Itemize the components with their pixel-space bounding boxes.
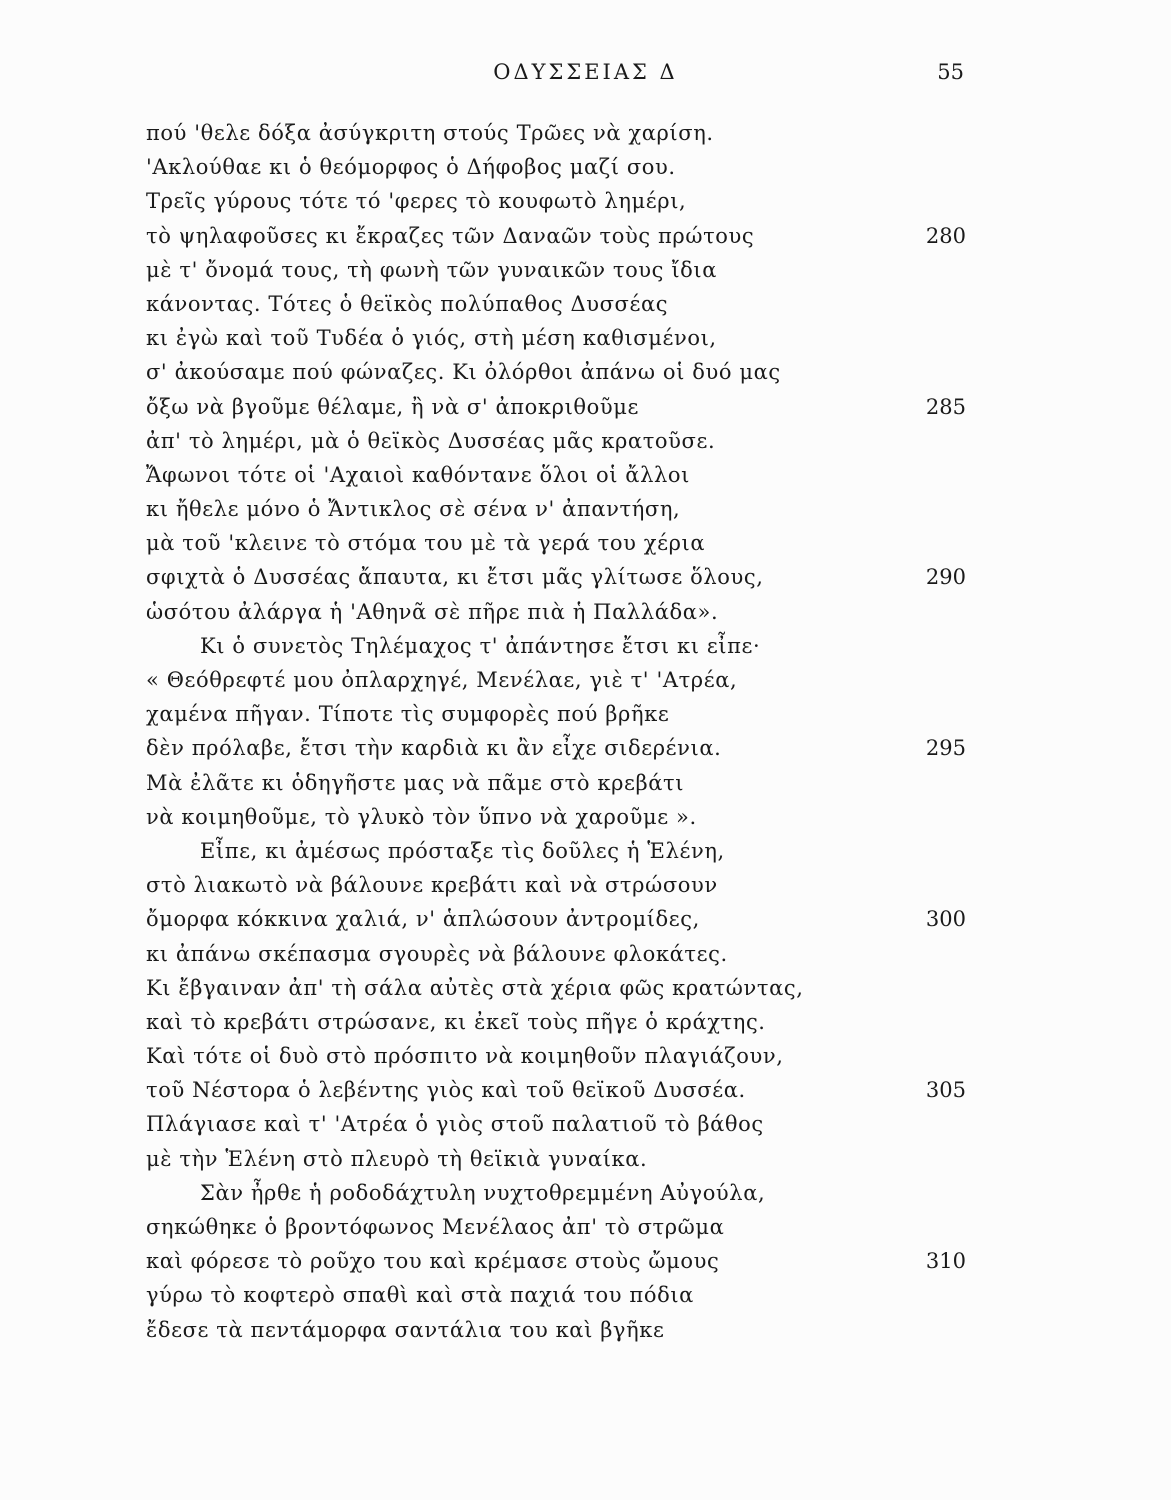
verse-line <box>146 595 966 629</box>
verse-text: κι ἀπάνω σκέπασμα σγουρὲς νὰ βάλουνε φλοκάτες. <box>146 941 728 966</box>
verse-text: Εἶπε, κι ἀμέσως πρόσταξε τὶς δοῦλες ἡ Ἑλένη, <box>200 838 725 863</box>
verse-line <box>146 1142 966 1176</box>
verse-text: Πλάγιασε καὶ τ' 'Ατρέα ὁ γιὸς στοῦ παλατιοῦ τὸ βάθος <box>146 1112 764 1137</box>
verse-line <box>146 219 966 253</box>
verse-text: « Θεόθρεφτέ μου ὀπλαρχηγέ, Μενέλαε, γιὲ τ' 'Ατρέα, <box>146 668 738 692</box>
verse-text: γύρω τὸ κοφτερὸ σπαθὶ καὶ στὰ παχιά του πόδια <box>146 1283 694 1308</box>
verse-line <box>146 1278 966 1312</box>
verse-line <box>146 560 966 594</box>
verse-text: χαμένα πῆγαν. Τίποτε τὶς συμφορὲς πού βρῆκε <box>146 702 670 727</box>
verse-text: σηκώθηκε ὁ βροντόφωνος Μενέλαος ἀπ' τὸ στρῶμα <box>146 1215 725 1239</box>
verse-line <box>146 868 966 902</box>
verse-text: Καὶ τότε οἱ δυὸ στὸ πρόσπιτο νὰ κοιμηθοῦν πλαγιάζουν, <box>146 1044 784 1069</box>
verse-line <box>146 1073 966 1107</box>
verse-text: ὄμορφα κόκκινα χαλιά, ν' ἁπλώσουν ἀντρομίδες, <box>146 907 700 932</box>
verse-text: Μὰ ἐλᾶτε κι ὁδηγῆστε μας νὰ πᾶμε στὸ κρεβάτι <box>146 770 685 795</box>
verse-line <box>146 458 966 492</box>
verse-line <box>146 526 966 560</box>
verse-line <box>146 1107 966 1141</box>
verse-line <box>146 253 966 287</box>
verse-line <box>146 1005 966 1039</box>
verse-text: Τρεῖς γύρους τότε τό 'φερες τὸ κουφωτὸ λημέρι, <box>146 189 687 214</box>
verse-text: καὶ φόρεσε τὸ ροῦχο του καὶ κρέμασε στοὺς ὤμους <box>146 1249 720 1274</box>
verse-text: σφιχτὰ ὁ Δυσσέας ἄπαυτα, κι ἔτσι μᾶς γλίτωσε ὅλους, <box>146 565 764 590</box>
verse-text: Κι ὁ συνετὸς Τηλέμαχος τ' ἀπάντησε ἔτσι κι εἶπε· <box>200 633 761 658</box>
verse-text: κι ἤθελε μόνο ὁ Ἄντικλος σὲ σένα ν' ἀπαντήση, <box>146 497 681 522</box>
verse-line <box>146 937 966 971</box>
verse-text: νὰ κοιμηθοῦμε, τὸ γλυκὸ τὸν ὕπνο νὰ χαροῦμε ». <box>146 804 697 829</box>
verse-line <box>146 1176 966 1210</box>
verse-text: κάνοντας. Τότες ὁ θεϊκὸς πολύπαθος Δυσσέας <box>146 291 669 316</box>
verse-text: τὸ ψηλαφοῦσες κι ἔκραζες τῶν Δαναῶν τοὺς πρώτους <box>146 223 755 248</box>
verse-line-number: 290 <box>925 565 966 590</box>
running-head-title: ΟΔΥΣΣΕΙΑΣ Δ <box>493 60 678 84</box>
poem-text <box>146 116 966 1347</box>
verse-line-number: 300 <box>925 907 966 932</box>
verse-line-number: 280 <box>925 223 966 248</box>
verse-line-number: 285 <box>925 394 966 419</box>
verse-text: καὶ τὸ κρεβάτι στρώσανε, κι ἐκεῖ τοὺς πῆγε ὁ κράχτης. <box>146 1009 766 1034</box>
verse-line <box>146 424 966 458</box>
verse-line <box>146 629 966 663</box>
verse-text: Σὰν ἦρθε ἡ ροδοδάχτυλη νυχτοθρεμμένη Αὐγούλα, <box>200 1180 766 1205</box>
verse-line-number: 310 <box>925 1249 966 1274</box>
verse-line <box>146 971 966 1005</box>
verse-line <box>146 390 966 424</box>
verse-text: δὲν πρόλαβε, ἔτσι τὴν καρδιὰ κι ἂν εἶχε σιδερένια. <box>146 736 722 761</box>
verse-text: τοῦ Νέστορα ὁ λεβέντης γιὸς καὶ τοῦ θεϊκοῦ Δυσσέα. <box>146 1078 746 1103</box>
verse-line <box>146 321 966 355</box>
verse-line <box>146 1313 966 1347</box>
verse-text: στὸ λιακωτὸ νὰ βάλουνε κρεβάτι καὶ νὰ στρώσουν <box>146 873 718 898</box>
verse-text: σ' ἀκούσαμε πού φώναζες. Κι ὀλόρθοι ἀπάνω οἱ δυό μας <box>146 360 781 385</box>
verse-line-number: 295 <box>925 736 966 761</box>
verse-line <box>146 834 966 868</box>
verse-line <box>146 766 966 800</box>
verse-line <box>146 116 966 150</box>
verse-text: μὰ τοῦ 'κλεινε τὸ στόμα του μὲ τὰ γερά του χέρια <box>146 531 706 556</box>
verse-text: μὲ τὴν Ἑλένη στὸ πλευρὸ τὴ θεϊκιὰ γυναίκα. <box>146 1146 648 1171</box>
verse-line <box>146 697 966 731</box>
verse-line <box>146 731 966 765</box>
verse-line-number: 305 <box>925 1078 966 1103</box>
verse-text: ἀπ' τὸ λημέρι, μὰ ὁ θεϊκὸς Δυσσέας μᾶς κρατοῦσε. <box>146 428 716 453</box>
verse-text: ὡσότου ἀλάργα ἡ 'Αθηνᾶ σὲ πῆρε πιὰ ἡ Παλλάδα». <box>146 599 719 624</box>
verse-line <box>146 902 966 936</box>
verse-line <box>146 287 966 321</box>
verse-text: Ἄφωνοι τότε οἱ 'Αχαιοὶ καθόντανε ὅλοι οἱ ἄλλοι <box>146 462 690 487</box>
verse-text: πού 'θελε δόξα ἀσύγκριτη στούς Τρῶες νὰ χαρίση. <box>146 121 714 145</box>
verse-line <box>146 663 966 697</box>
verse-line <box>146 150 966 184</box>
verse-text: ἔδεσε τὰ πεντάμορφα σαντάλια του καὶ βγῆκε <box>146 1317 665 1342</box>
verse-line <box>146 1210 966 1244</box>
verse-line <box>146 184 966 218</box>
verse-text: ὄξω νὰ βγοῦμε θέλαμε, ἢ νὰ σ' ἀποκριθοῦμε <box>146 394 639 419</box>
verse-text: Κι ἔβγαιναν ἀπ' τὴ σάλα αὐτὲς στὰ χέρια φῶς κρατώντας, <box>146 975 804 1000</box>
page-number: 55 <box>937 60 964 84</box>
verse-line <box>146 800 966 834</box>
verse-line <box>146 1039 966 1073</box>
verse-text: μὲ τ' ὄνομά τους, τὴ φωνὴ τῶν γυναικῶν τους ἴδια <box>146 257 718 282</box>
verse-line <box>146 1244 966 1278</box>
verse-text: κι ἐγὼ καὶ τοῦ Τυδέα ὁ γιός, στὴ μέση καθισμένοι, <box>146 326 717 351</box>
verse-line <box>146 492 966 526</box>
verse-text: 'Ακλούθαε κι ὁ θεόμορφος ὁ Δήφοβος μαζί σου. <box>146 155 676 180</box>
verse-line <box>146 355 966 389</box>
